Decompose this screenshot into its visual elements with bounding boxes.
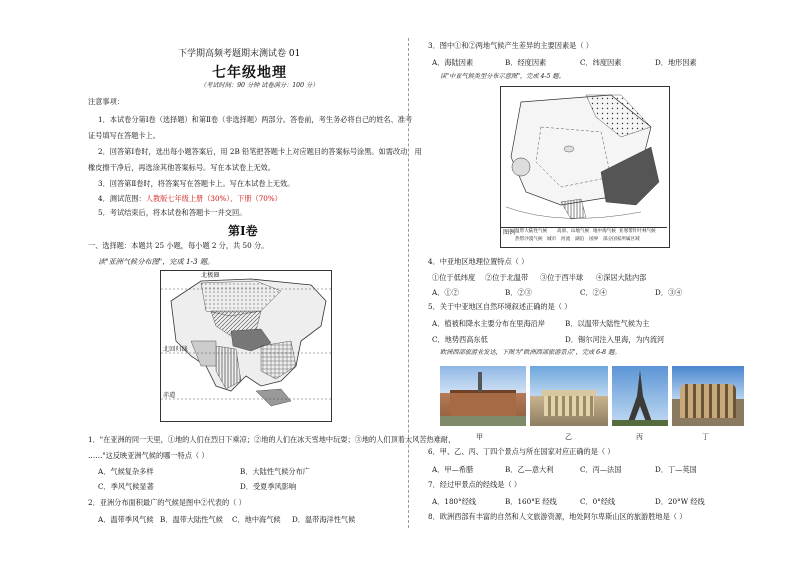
note-line: 3．回答第Ⅱ卷时，将答案写在答题卡上。写在本试卷上无效。 <box>98 179 295 188</box>
q8-stem: 8．欧洲西部有丰富的自然和人文旅游资源，地处阿尔卑斯山区的旅游胜地是（ ） <box>428 512 687 521</box>
q2-option-a[interactable]: A．温带季风气候 <box>98 515 154 524</box>
q4-option-a[interactable]: A．①② <box>432 288 459 297</box>
q6-option-c[interactable]: C．丙—法国 <box>580 465 622 474</box>
q2-option-b[interactable]: B．温带大陆性气候 <box>160 515 223 524</box>
exam-info: （考试时间：90 分钟 试卷满分：100 分） <box>200 82 319 89</box>
legend-item: 温带大陆性气候 <box>515 229 548 234</box>
q5-option-d[interactable]: D．锡尔河注入里海，为内流河 <box>565 335 665 344</box>
q6-option-d[interactable]: D．丁—英国 <box>655 465 697 474</box>
q2-stem: 2．亚洲分布面积最广的气候是图中②代表的（ ） <box>88 498 246 507</box>
q5-option-c[interactable]: C．地势西高东低 <box>432 335 488 344</box>
map2-legend <box>501 227 667 246</box>
photo-bing <box>612 366 668 426</box>
q6-option-a[interactable]: A．甲—希腊 <box>432 465 474 474</box>
q4-option-d[interactable]: D．③④ <box>655 288 683 297</box>
note-line: 1．本试卷分第Ⅰ卷（选择题）和第Ⅱ卷（非选择题）两部分。答卷前，考生务必将自己的姓名、准考 <box>98 115 413 124</box>
note-line: 证号填写在答题卡上。 <box>88 131 160 140</box>
q1-option-d[interactable]: D．受夏季风影响 <box>240 482 297 491</box>
note-line: 2．回答第Ⅰ卷时，选出每小题答案后，用 2B 铅笔把答题卡上对应题目的答案标号涂黑。如需改动，用 <box>98 147 422 156</box>
q3-option-b[interactable]: B．经度因素 <box>505 58 547 67</box>
photo-jia <box>440 366 526 426</box>
legend-item: 亚寒带针叶林气候 <box>619 229 656 234</box>
label-equator: 赤道 <box>163 392 176 399</box>
label-tropic: 北回归线 <box>163 346 188 353</box>
q4-option-b[interactable]: B．②③ <box>505 288 532 297</box>
photo-caption: 丁 <box>702 433 709 441</box>
q7-option-b[interactable]: B．160°E 经线 <box>505 497 557 506</box>
column-divider <box>408 38 409 528</box>
q2-option-d[interactable]: D．温带海洋性气候 <box>292 515 356 524</box>
q7-option-c[interactable]: C．0°经线 <box>580 497 616 506</box>
q4-statement-3: ③位于西半球 <box>540 273 584 282</box>
photo-yi <box>530 366 608 426</box>
exam-title: 下学期高频考题期末测试卷 01 <box>178 49 301 59</box>
legend-item: 河流 <box>561 237 571 242</box>
label-arctic-circle: 北极圈 <box>201 272 220 279</box>
photo-caption: 乙 <box>565 433 572 441</box>
q7-option-d[interactable]: D．20°W 经线 <box>655 497 705 506</box>
section-instructions: 一、选择题：本题共 25 小题，每小题 2 分，共 50 分。 <box>88 241 269 250</box>
central-asia-map <box>500 86 670 248</box>
photo-caption: 丙 <box>636 433 643 441</box>
photo-ding <box>672 366 744 426</box>
q6-option-b[interactable]: B．乙—意大利 <box>505 465 554 474</box>
q1-option-c[interactable]: C．季风气候显著 <box>98 482 154 491</box>
legend-item: 部分国家所属区域 <box>603 237 640 242</box>
q5-stem: 5．关于中亚地区自然环境叙述正确的是（ ） <box>428 302 572 311</box>
scope-label: 4．测试范围： <box>98 194 146 203</box>
asia-climate-map <box>160 270 332 422</box>
q1-stem-2: ……"这反映亚洲气候的哪一特点（ ） <box>88 451 209 460</box>
legend-title: 图例 <box>503 229 516 236</box>
q4-option-c[interactable]: C．②④ <box>580 288 608 297</box>
q2-option-c[interactable]: C．地中海气候 <box>232 515 281 524</box>
q7-option-a[interactable]: A．180°经线 <box>432 497 477 506</box>
q1-option-a[interactable]: A．气候复杂多样 <box>98 467 154 476</box>
q4-statement-4: ④深居大陆内部 <box>596 273 647 282</box>
q1-stem: 1．"在亚洲的同一天里，①地的人们在烈日下乘凉；②地的人们在冰天雪地中玩耍；③地的人们顶着大风苦热难耐， <box>88 435 456 444</box>
q5-option-a[interactable]: A．植被和降水主要分布在里海沿岸 <box>432 319 546 328</box>
legend-item: 热带沙漠气候 <box>515 237 543 242</box>
map2-intro: 读"中亚气候类型分布示意图"，完成 4-5 题。 <box>440 73 565 80</box>
q4-stem: 4．中亚地区地理位置特点（ ） <box>428 257 529 266</box>
section-title: 第Ⅰ卷 <box>228 224 258 238</box>
subject-title: 七年级地理 <box>212 65 287 81</box>
eiffel-svg <box>612 366 668 426</box>
legend-item: 地中海气候 <box>593 229 616 234</box>
q3-stem: 3．图中①和②两地气候产生差异的主要因素是（ ） <box>428 41 593 50</box>
note-line: 5．考试结束后，将本试卷和答题卡一并交回。 <box>98 208 247 217</box>
notes-heading: 注意事项： <box>88 97 124 106</box>
q3-option-d[interactable]: D．地形因素 <box>655 58 697 67</box>
legend-item: 国界 <box>589 237 599 242</box>
central-asia-map-svg <box>501 87 669 247</box>
q4-statement-2: ②位于北温带 <box>485 273 529 282</box>
photo-caption: 甲 <box>476 433 483 441</box>
photos-intro: 欧洲西部旅游业发达，下图为"欧洲西部旅游景点"，完成 6-8 题。 <box>440 349 621 356</box>
q3-option-c[interactable]: C．纬度因素 <box>580 58 622 67</box>
q4-statement-1: ①位于低纬度 <box>432 273 476 282</box>
scope-red: 人教版七年级上册（30%）、下册（70%） <box>145 194 282 203</box>
legend-item: 湖泊 <box>575 237 585 242</box>
map-intro: 读"亚洲气候分布图"，完成 1-3 题。 <box>98 257 215 266</box>
q1-option-b[interactable]: B．大陆性气候分布广 <box>240 467 310 476</box>
q5-option-b[interactable]: B．以温带大陆性气候为主 <box>565 319 650 328</box>
q6-stem: 6．甲、乙、丙、丁四个景点与所在国家对应正确的是（ ） <box>428 447 615 456</box>
q7-stem: 7．经过甲景点的经线是（ ） <box>428 480 522 489</box>
legend-item: 高原、山地气候 <box>557 229 590 234</box>
q3-option-a[interactable]: A．海陆因素 <box>432 58 474 67</box>
note-line <box>98 195 282 202</box>
note-line: 橡皮擦干净后，再选涂其他答案标号。写在本试卷上无效。 <box>88 163 275 172</box>
legend-item: 城市 <box>547 237 557 242</box>
